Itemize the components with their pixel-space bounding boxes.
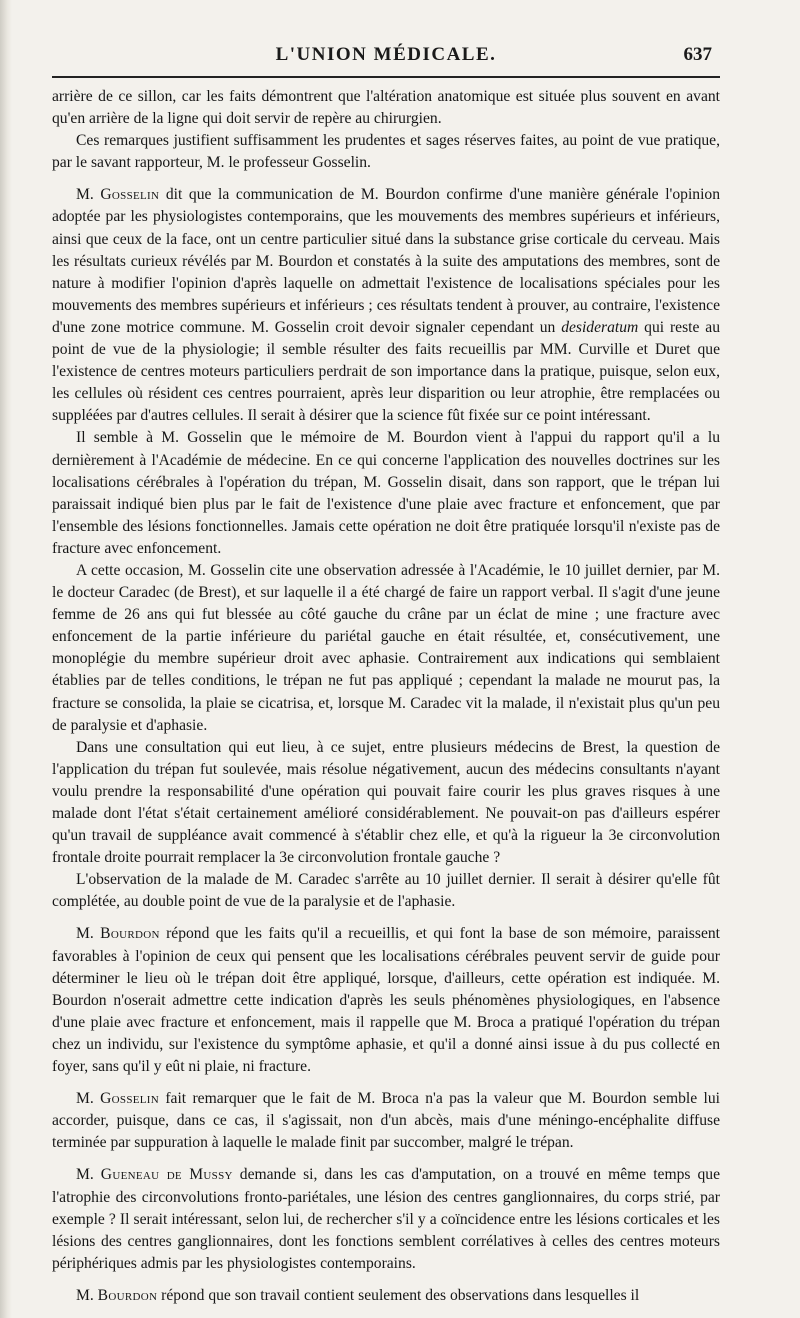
- speaker-prefix: M.: [76, 1090, 101, 1108]
- speaker-prefix: M.: [76, 186, 101, 204]
- paragraph-9-gosselin: [52, 1088, 720, 1154]
- speaker-prefix: M.: [76, 925, 101, 943]
- paragraph-10-gueneau-de-mussy: [52, 1164, 720, 1274]
- speaker-prefix: M.: [76, 1286, 98, 1304]
- paragraph-5: A cette occasion, M. Gosselin cite une observation adressée à l'Académie, le 10 juillet dernier, par M. le docteur Caradec (de Brest), et sur laquelle il a été chargé de faire un rapport verbal. Il s'agit d'une jeune femme de 26 ans qui fut blessée au côté gauche du crâne par un éclat de mine ; une fracture avec enfoncement de la partie inférieure du pariétal gauche en était résultée, et, consécutivement, une monoplégie du membre supérieur droit avec aphasie. Contrairement aux indications qui semblaient établies par de telles conditions, le trépan ne fut pas appliqué ; cependant la malade ne mourut pas, la fracture se consolida, la plaie se cicatrisa, et, lorsque M. Caradec vit la malade, il n'existait plus qu'un peu de paralysie et d'aphasie.: [52, 561, 720, 734]
- paragraph-text: répond que les faits qu'il a recueillis, et qui font la base de son mémoire, paraissent favorables à l'opinion de ceux qui pensent que les localisations cérébrales peuvent servir de guide pour déterminer le lieu où le trépan doit être appliqué, lorsque, d'ailleurs, cette opération est indiquée. M. Bourdon n'oserait admettre cette indication d'après les seuls phénomènes physiologiques, en l'absence d'une plaie avec fracture et enfoncement, mais il rappelle que M. Broca a pratiqué l'opération du trépan chez un individu, sur l'existence du symptôme aphasie, et qu'il a donné ainsi issue à du pus collecté en foyer, sans qu'il y eût ni plaie, ni fracture.: [52, 925, 720, 1076]
- paragraph-7: L'observation de la malade de M. Caradec s'arrête au 10 juillet dernier. Il serait à désirer qu'elle fût complétée, au double point de vue de la paralysie et de l'aphasie.: [52, 871, 720, 911]
- italic-term: desideratum: [561, 318, 639, 336]
- journal-title: L'UNION MÉDICALE.: [275, 44, 497, 65]
- speaker-prefix: M.: [76, 1166, 101, 1184]
- speaker-name: Gosselin: [100, 1090, 159, 1108]
- paragraph-text: répond que son travail contient seulement des observations dans lesquelles il: [157, 1286, 640, 1304]
- paragraph-text: demande si, dans les cas d'amputation, on a trouvé en même temps que l'atrophie des circonvolutions fronto-pariétales, une lésion des centres ganglionnaires, du corps strié, par exemple ? Il serait intéressant, selon lui, de rechercher s'il y a coïncidence entre les lésions corticales et les lésions des centres ganglionnaires, dont les fonctions semblent corrélatives à celles des centres moteurs périphériques admis par les physiologistes contemporains.: [52, 1166, 720, 1272]
- article-body: [52, 86, 720, 1307]
- running-header: [52, 44, 720, 70]
- paragraph-text: dit que la communication de M. Bourdon confirme d'une manière générale l'opinion adoptée par les physiologistes contemporains, que les mouvements des membres supérieurs et inférieurs, ainsi que ceux de la face, ont un centre particulier situé dans la substance grise corticale du cerveau. Mais les résultats curieux révélés par M. Bourdon et constatés à la suite des amputations des membres, sont de nature à modifier l'opinion d'après laquelle on admettait l'existence de localisations spéciales pour les mouvements des membres supérieurs et inférieurs ; ces résultats tendent à prouver, au contraire, l'existence d'une zone motrice commune. M. Gosselin croit devoir signaler cependant un: [52, 186, 720, 336]
- paragraph-11-bourdon: [52, 1285, 720, 1307]
- page-gutter-shadow: [0, 0, 12, 1318]
- paragraph-text: fait remarquer que le fait de M. Broca n'a pas la valeur que M. Bourdon semble lui accorder, puisque, dans ce cas, il s'agissait, non d'un abcès, mais d'une méningo-encéphalite diffuse terminée par suppuration à laquelle le malade finit par succomber, malgré le trépan.: [52, 1090, 720, 1152]
- paragraph-3-gosselin: [52, 184, 720, 427]
- paragraph-4: Il semble à M. Gosselin que le mémoire de M. Bourdon vient à l'appui du rapport qu'il a lu dernièrement à l'Académie de médecine. En ce qui concerne l'application des nouvelles doctrines sur les localisations cérébrales à l'opération du trépan, M. Gosselin disait, dans son rapport, que le trépan lui paraissait indiqué bien plus par le fait de l'existence d'une plaie avec fracture et enfoncement, que par l'ensemble des lésions fonctionnelles. Jamais cette opération ne doit être pratiquée lorsqu'il n'existe pas de fracture avec enfoncement.: [52, 429, 720, 557]
- paragraph-8-bourdon: [52, 923, 720, 1078]
- speaker-name: Gosselin: [100, 186, 160, 204]
- speaker-name: Bourdon: [100, 925, 160, 943]
- speaker-name: Gueneau de Mussy: [100, 1166, 233, 1184]
- page-number: 637: [683, 44, 712, 65]
- paragraph-6: Dans une consultation qui eut lieu, à ce sujet, entre plusieurs médecins de Brest, la question de l'application du trépan fut soulevée, mais résolue négativement, aucun des médecins consultants n'ayant voulu prendre la responsabilité d'une opération qui pouvait faire courir les plus graves risques à une malade dont l'état s'était certainement amélioré considérablement. Ne pouvait-on pas d'ailleurs espérer qu'un travail de suppléance avait commencé à s'établir chez elle, et qu'à la rigueur la 3e circonvolution frontale droite pourrait remplacer la 3e circonvolution frontale gauche ?: [52, 738, 720, 867]
- paragraph-2: Ces remarques justifient suffisamment les prudentes et sages réserves faites, au point de vue pratique, par le savant rapporteur, M. le professeur Gosselin.: [52, 132, 720, 172]
- paragraph-1: arrière de ce sillon, car les faits démontrent que l'altération anatomique est située plus souvent en avant qu'en arrière de la ligne qui doit servir de repère au chirurgien.: [52, 88, 720, 128]
- header-rule: [52, 76, 720, 78]
- paragraph-text-continued: qui reste au point de vue de la physiologie; il semble résulter des faits recueillis par MM. Curville et Duret que l'existence de centres moteurs particuliers perdrait de son importance dans la pratique, puisque, selon eux, les cellules où résident ces centres pourraient, après leur disparition ou leur atrophie, être remplacées ou suppléées par d'autres cellules. Il serait à désirer que la science fût fixée sur ce point intéressant.: [52, 318, 721, 425]
- speaker-name: Bourdon: [97, 1286, 158, 1304]
